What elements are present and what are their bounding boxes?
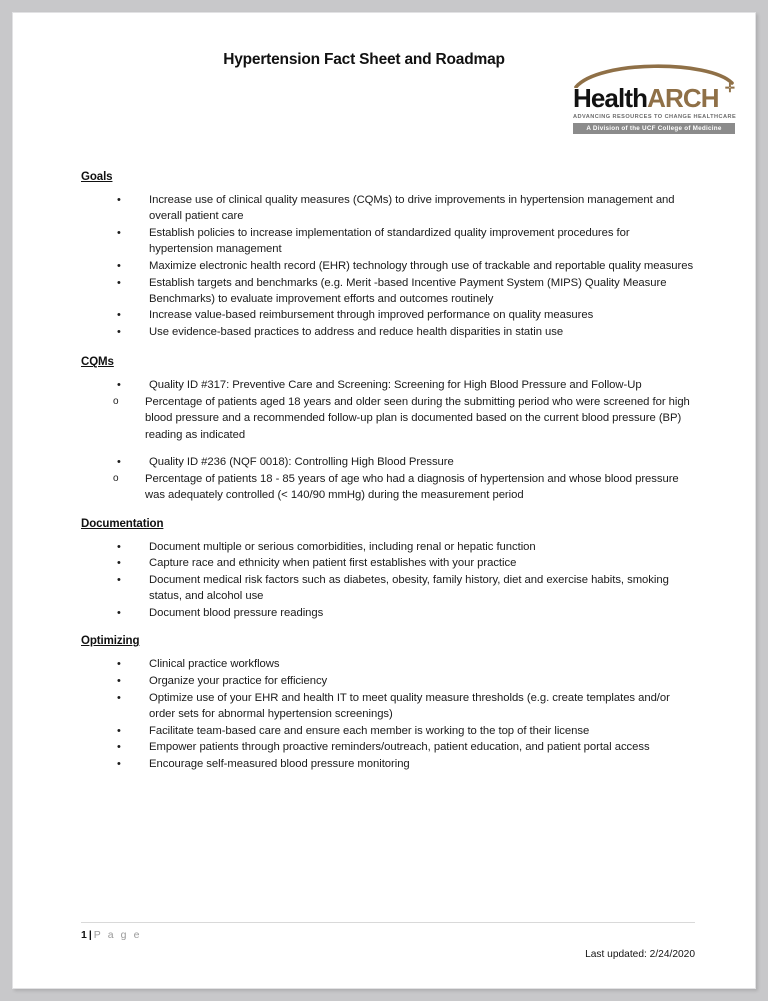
list-item-text: Capture race and ethnicity when patient first establishes with your practice (149, 557, 517, 570)
footer-page-number: 1 (81, 929, 87, 941)
logo-word-arch: ARCH (647, 83, 719, 113)
list-item (81, 656, 695, 672)
footer-separator: | (88, 929, 92, 941)
cqm-subbullet-list (81, 394, 695, 443)
bullet-dot-icon: • (117, 226, 121, 239)
list-item-text: Percentage of patients 18 - 85 years of age who had a diagnosis of hypertension and whose blood pressure was adequately controlled (< 140/90 mmHg) during the measurement period (145, 472, 679, 502)
list-item (81, 539, 695, 555)
bullet-dot-icon: • (117, 658, 121, 671)
bullet-dot-icon: • (117, 276, 121, 289)
list-item (81, 258, 695, 274)
cqm-subbullet-list (81, 471, 695, 504)
list-item-text: Use evidence-based practices to address and reduce health disparities in statin use (149, 326, 564, 339)
list-item (81, 555, 695, 571)
page-sheet (13, 13, 755, 988)
list-item (81, 324, 695, 340)
list-item-text: Clinical practice workflows (149, 658, 280, 671)
cqm-bullet-list (81, 377, 695, 393)
list-item (81, 723, 695, 739)
section-cqms (81, 356, 695, 503)
section-goals (81, 171, 695, 340)
bullet-dot-icon: • (117, 574, 121, 587)
list-item (81, 225, 695, 257)
list-item-text: Optimize use of your EHR and health IT to meet quality measure thresholds (e.g. create templates and/or order sets for abnormal hypertension screenings) (149, 691, 670, 720)
bullet-dot-icon: • (117, 557, 121, 570)
list-item-text: Establish targets and benchmarks (e.g. Merit -based Incentive Payment System (MIPS) Quality Measure Benchmarks) to evaluate improvement efforts and outcomes routinely (149, 276, 667, 305)
sub-bullet-circle-icon: o (113, 472, 119, 484)
logo-division-bar: A Division of the UCF College of Medicine (573, 123, 735, 135)
bullet-dot-icon: • (117, 758, 121, 770)
list-item (81, 605, 695, 621)
list-item (81, 690, 695, 722)
bullet-dot-icon: • (117, 326, 121, 339)
bullet-dot-icon: • (117, 540, 121, 553)
list-item (81, 192, 695, 224)
section-heading-optimizing: Optimizing (81, 635, 140, 648)
list-item-text: Establish policies to increase implementation of standardized quality improvement procedures for hypertension management (149, 226, 630, 256)
list-item (81, 275, 695, 307)
list-item-text: Document blood pressure readings (149, 607, 324, 620)
section-heading-goals: Goals (81, 171, 113, 183)
bullet-dot-icon: • (117, 607, 121, 620)
list-item-text: Percentage of patients aged 18 years and older seen during the submitting period who were screened for high blood pressure and a recommended follow-up plan is documented based on the current blood pressure (BP) reading as indicated (145, 396, 690, 441)
document-page (12, 12, 756, 989)
plus-cross-icon: ✛ (724, 81, 734, 95)
document-body (13, 171, 755, 772)
list-item (81, 471, 695, 504)
footer-divider (81, 922, 695, 923)
cqm-group-317 (81, 377, 695, 443)
last-updated-label: Last updated: 2/24/2020 (585, 949, 695, 960)
footer-page-word: P a g e (93, 929, 142, 941)
sub-bullet-circle-icon: o (113, 396, 119, 408)
list-item (81, 756, 695, 772)
logo-wordmark (573, 81, 735, 113)
section-heading-documentation: Documentation (81, 517, 164, 530)
section-optimizing (81, 635, 695, 772)
bullet-dot-icon: • (117, 456, 121, 469)
section-heading-cqms: CQMs (81, 356, 114, 369)
list-item (81, 673, 695, 689)
page-title: Hypertension Fact Sheet and Roadmap (223, 51, 505, 68)
list-item (81, 394, 695, 443)
list-item (81, 454, 695, 470)
bullet-dot-icon: • (117, 259, 121, 272)
list-item-text: Maximize electronic health record (EHR) technology through use of trackable and reportable quality measures (149, 259, 694, 272)
logo-word-health: Health (573, 83, 648, 113)
list-item-text: Increase use of clinical quality measures (CQMs) to drive improvements in hypertension management and overall patient care (149, 194, 675, 223)
bullet-dot-icon: • (117, 741, 121, 754)
list-item-text: Facilitate team-based care and ensure each member is working to the top of their license (149, 724, 590, 737)
cqm-bullet-list (81, 454, 695, 470)
list-item (81, 572, 695, 604)
list-item (81, 377, 695, 393)
list-item-text: Increase value-based reimbursement through improved performance on quality measures (149, 309, 594, 322)
list-item (81, 307, 695, 323)
list-item (81, 739, 695, 755)
bullet-dot-icon: • (117, 194, 121, 206)
list-item-text: Quality ID #317: Preventive Care and Screening: Screening for High Blood Pressure and Follow-Up (149, 379, 642, 392)
bullet-dot-icon: • (117, 674, 121, 687)
list-item-text: Encourage self-measured blood pressure monitoring (149, 758, 410, 770)
logo-tagline: ADVANCING RESOURCES TO CHANGE HEALTHCARE (573, 113, 737, 120)
document-footer (81, 922, 695, 960)
page-number-label (81, 929, 695, 941)
healtharch-logo (573, 58, 735, 134)
document-header (13, 13, 755, 131)
bullet-dot-icon: • (117, 691, 121, 704)
bullet-dot-icon: • (117, 309, 121, 322)
bullet-dot-icon: • (117, 379, 121, 392)
list-item-text: Document medical risk factors such as diabetes, obesity, family history, diet and exercise habits, smoking status, and alcohol use (149, 574, 669, 603)
bullet-dot-icon: • (117, 724, 121, 737)
documentation-bullet-list (81, 539, 695, 622)
goals-bullet-list (81, 192, 695, 340)
optimizing-bullet-list (81, 656, 695, 772)
list-item-text: Empower patients through proactive reminders/outreach, patient education, and patient portal access (149, 741, 650, 754)
list-item-text: Organize your practice for efficiency (149, 674, 328, 687)
section-documentation (81, 518, 695, 622)
list-item-text: Document multiple or serious comorbidities, including renal or hepatic function (149, 540, 536, 553)
list-item-text: Quality ID #236 (NQF 0018): Controlling High Blood Pressure (149, 456, 454, 469)
cqm-group-236 (81, 454, 695, 504)
